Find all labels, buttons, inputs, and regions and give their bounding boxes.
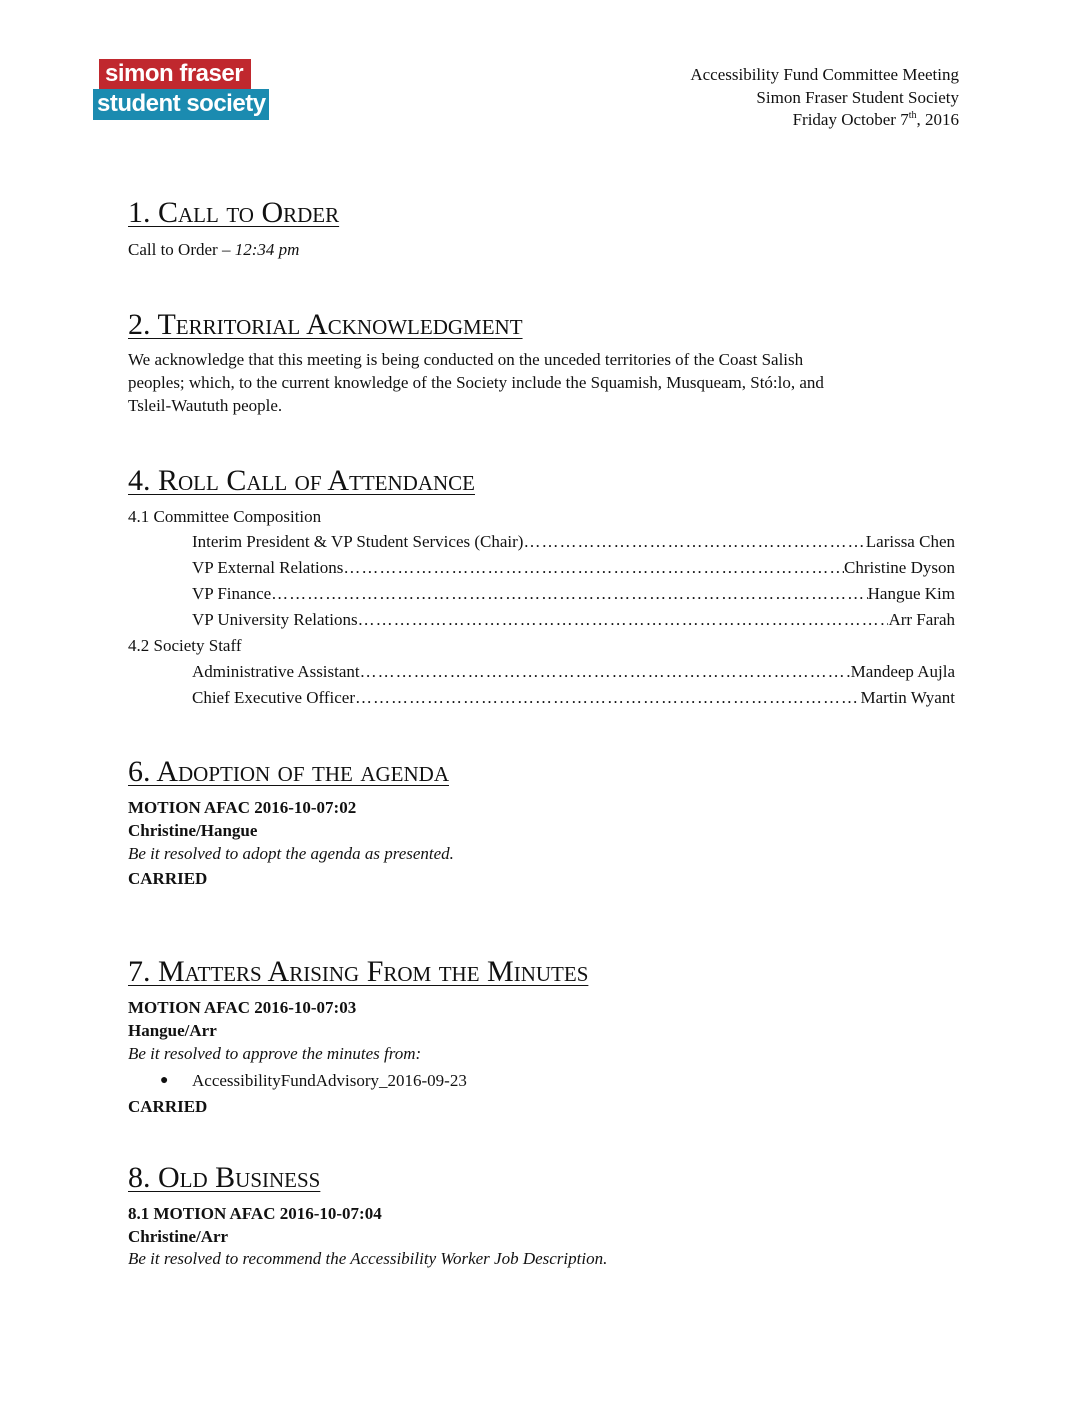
heading-old-business: 8. Old Business	[128, 1161, 321, 1194]
attendance-row	[192, 557, 955, 579]
acknowledgment-line-1: We acknowledge that this meeting is being conducted on the unceded territories of the Coast Salish	[128, 350, 804, 369]
motion-movers: Christine/Hangue	[128, 821, 258, 840]
call-to-order-label: Call to Order –	[128, 240, 235, 259]
call-to-order-line	[128, 238, 299, 261]
list-item-text: AccessibilityFundAdvisory_2016-09-23	[192, 1071, 467, 1090]
motion-number: MOTION AFAC 2016-10-07:03	[128, 998, 357, 1017]
sfss-logo	[93, 59, 269, 121]
heading-adoption-of-agenda: 6. Adoption of the agenda	[128, 755, 449, 788]
attendee-role: VP Finance	[192, 584, 272, 603]
logo-line-1: simon fraser	[99, 59, 251, 89]
date-year: , 2016	[916, 110, 959, 129]
date-text: Friday October 7	[792, 110, 909, 129]
heading-roll-call: 4. Roll Call of Attendance	[128, 464, 475, 497]
dot-leader	[358, 609, 889, 631]
motion-result: CARRIED	[128, 869, 208, 888]
dot-leader	[271, 583, 867, 605]
meeting-title: Accessibility Fund Committee Meeting	[690, 65, 959, 84]
attendance-row	[192, 687, 955, 709]
motion-text: Be it resolved to adopt the agenda as presented.	[128, 844, 454, 863]
attendee-name: Christine Dyson	[844, 558, 955, 577]
heading-territorial-acknowledgment: 2. Territorial Acknowledgment	[128, 308, 523, 341]
dot-leader	[523, 531, 865, 553]
organization-name: Simon Fraser Student Society	[756, 87, 959, 107]
motion-number: MOTION AFAC 2016-10-07:02	[128, 798, 357, 817]
attendance-row	[192, 583, 955, 605]
heading-matters-arising: 7. Matters Arising From the Minutes	[128, 955, 589, 988]
attendee-role: VP External Relations	[192, 558, 344, 577]
motion-movers: Christine/Arr	[128, 1227, 229, 1246]
dot-leader	[343, 557, 844, 579]
dot-leader	[360, 661, 851, 683]
society-staff-label: 4.2 Society Staff	[128, 636, 242, 655]
acknowledgment-line-3: Tsleil-Waututh people.	[128, 396, 283, 415]
attendance-row	[192, 609, 955, 631]
dot-leader	[355, 687, 860, 709]
attendee-name: Larissa Chen	[865, 532, 955, 551]
motion-text: Be it resolved to recommend the Accessibility Worker Job Description.	[128, 1249, 608, 1268]
motion-movers: Hangue/Arr	[128, 1021, 217, 1040]
list-item	[160, 1069, 467, 1092]
meeting-date	[690, 109, 959, 132]
attendee-role: Interim President & VP Student Services (Chair)	[192, 532, 524, 551]
attendee-role: Chief Executive Officer	[192, 688, 356, 707]
call-to-order-time: 12:34 pm	[234, 240, 300, 259]
attendance-row	[192, 531, 955, 553]
attendee-name: Martin Wyant	[860, 688, 955, 707]
bullet-icon: ●	[160, 1073, 169, 1088]
date-ordinal: th	[908, 110, 917, 121]
acknowledgment-line-2: peoples; which, to the current knowledge of the Society include the Squamish, Musqueam, Stó:lo, and	[128, 373, 824, 392]
motion-text: Be it resolved to approve the minutes from:	[128, 1044, 422, 1063]
attendee-name: Arr Farah	[888, 610, 955, 629]
attendee-name: Hangue Kim	[867, 584, 955, 603]
attendance-row	[192, 661, 955, 683]
attendee-name: Mandeep Aujla	[850, 662, 955, 681]
motion-result: CARRIED	[128, 1097, 208, 1116]
logo-line-2: student society	[93, 89, 269, 120]
motion-number: 8.1 MOTION AFAC 2016-10-07:04	[128, 1204, 382, 1223]
heading-call-to-order: 1. Call to Order	[128, 196, 340, 229]
attendee-role: VP University Relations	[192, 610, 358, 629]
committee-composition-label: 4.1 Committee Composition	[128, 507, 322, 526]
document-header	[690, 64, 959, 132]
attendee-role: Administrative Assistant	[192, 662, 360, 681]
